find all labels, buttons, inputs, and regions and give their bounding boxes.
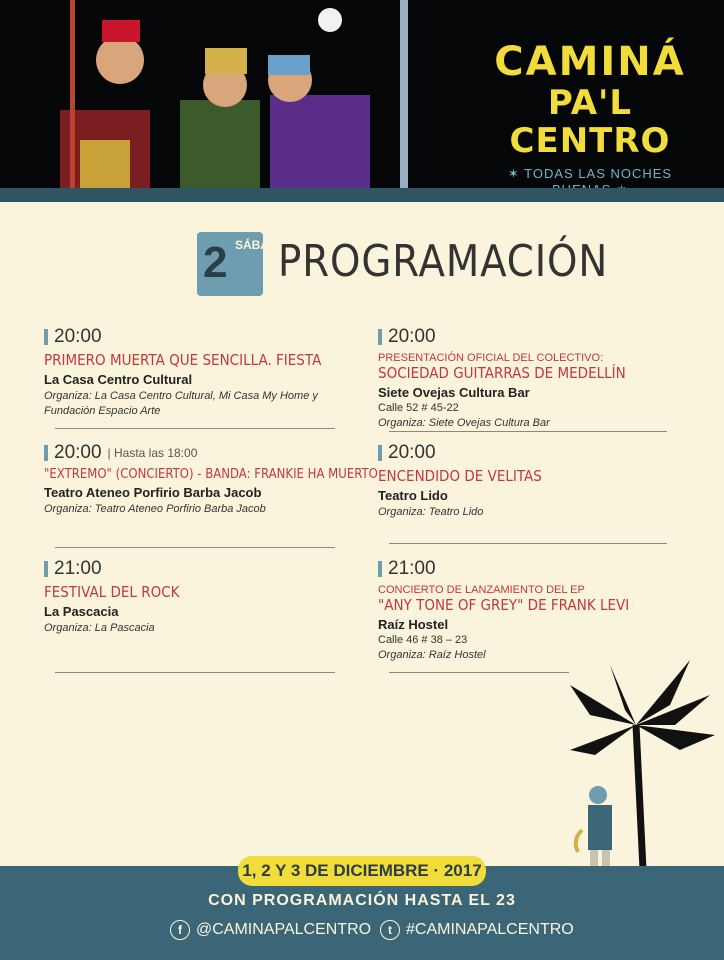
day-badge xyxy=(197,232,288,296)
time-marker xyxy=(378,329,382,345)
event-time-extra: | Hasta las 18:00 xyxy=(107,446,198,460)
event-venue: La Pascacia xyxy=(44,604,119,619)
event-pretitle: CONCIERTO DE LANZAMIENTO DEL EP xyxy=(378,584,585,596)
event-title: ENCENDIDO DE VELITAS xyxy=(378,467,542,485)
event-time: 21:00 xyxy=(54,558,102,579)
divider xyxy=(55,672,335,673)
event-pretitle: PRESENTACIÓN OFICIAL DEL COLECTIVO: xyxy=(378,352,604,364)
program-note: CON PROGRAMACIÓN HASTA EL 23 xyxy=(208,892,516,909)
event-address: Calle 52 # 45-22 xyxy=(378,402,459,414)
divider xyxy=(55,547,335,548)
time-marker xyxy=(378,445,382,461)
event-title: "EXTREMO" (CONCIERTO) - BANDA: FRANKIE HA MUERTO xyxy=(44,467,378,482)
day-weekday: SÁBADO xyxy=(235,238,288,252)
event-left-1 xyxy=(44,326,324,419)
hero-strip xyxy=(0,188,724,202)
event-time: 21:00 xyxy=(388,558,436,579)
event-venue: La Casa Centro Cultural xyxy=(44,372,193,387)
event-time: 20:00 xyxy=(388,442,436,463)
divider xyxy=(389,543,667,544)
event-organizer: Organiza: La Pascacia xyxy=(44,622,155,634)
event-venue: Raíz Hostel xyxy=(378,617,449,632)
hero-banner xyxy=(0,0,724,195)
facebook-icon: f xyxy=(170,920,190,940)
twitter-icon: t xyxy=(380,920,400,940)
day-number: 2 xyxy=(203,238,228,287)
brand-logo xyxy=(480,40,700,195)
event-title: FESTIVAL DEL ROCK xyxy=(44,583,180,601)
event-organizer: Organiza: Teatro Lido xyxy=(378,506,484,518)
twitter-handle[interactable] xyxy=(380,920,574,940)
twitter-label: #CAMINAPALCENTRO xyxy=(406,921,574,938)
event-left-2 xyxy=(44,442,378,517)
time-marker xyxy=(378,561,382,577)
time-marker xyxy=(44,445,48,461)
event-organizer: Organiza: Raíz Hostel xyxy=(378,649,486,661)
brand-line2: PA'L CENTRO xyxy=(509,83,671,161)
event-time: 20:00 xyxy=(388,326,436,347)
event-organizer: Organiza: Siete Ovejas Cultura Bar xyxy=(378,417,550,429)
event-dates: 1, 2 Y 3 DE DICIEMBRE · 2017 xyxy=(238,856,486,886)
event-right-3 xyxy=(378,558,658,663)
performers-illustration xyxy=(40,0,460,195)
event-venue: Teatro Ateneo Porfirio Barba Jacob xyxy=(44,485,262,500)
divider xyxy=(389,431,667,432)
event-right-1 xyxy=(378,326,658,431)
event-time: 20:00 xyxy=(54,442,102,463)
event-organizer: Organiza: Teatro Ateneo Porfirio Barba Jacob xyxy=(44,503,266,515)
event-left-3 xyxy=(44,558,324,636)
brand-tagline: ✶ TODAS LAS NOCHES xyxy=(507,166,673,181)
divider xyxy=(55,428,335,429)
time-marker xyxy=(44,561,48,577)
time-marker xyxy=(44,329,48,345)
event-time: 20:00 xyxy=(54,326,102,347)
event-venue: Siete Ovejas Cultura Bar xyxy=(378,385,530,400)
event-right-2 xyxy=(378,442,658,520)
event-venue: Teatro Lido xyxy=(378,488,448,503)
facebook-handle[interactable] xyxy=(170,920,371,940)
page-title: PROGRAMACIÓN xyxy=(278,236,609,287)
facebook-label: @CAMINAPALCENTRO xyxy=(196,921,372,938)
brand-line1: CAMINÁ xyxy=(494,39,686,85)
divider xyxy=(389,672,569,673)
event-organizer: Organiza: La Casa Centro Cultural, Mi Casa My Home y Fundación Espacio Arte xyxy=(44,390,318,417)
event-title: SOCIEDAD GUITARRAS DE MEDELLÍN xyxy=(378,364,626,382)
event-address: Calle 46 # 38 – 23 xyxy=(378,634,468,646)
event-title: PRIMERO MUERTA QUE SENCILLA. FIESTA xyxy=(44,351,322,369)
event-title: "ANY TONE OF GREY" DE FRANK LEVI xyxy=(378,596,630,614)
